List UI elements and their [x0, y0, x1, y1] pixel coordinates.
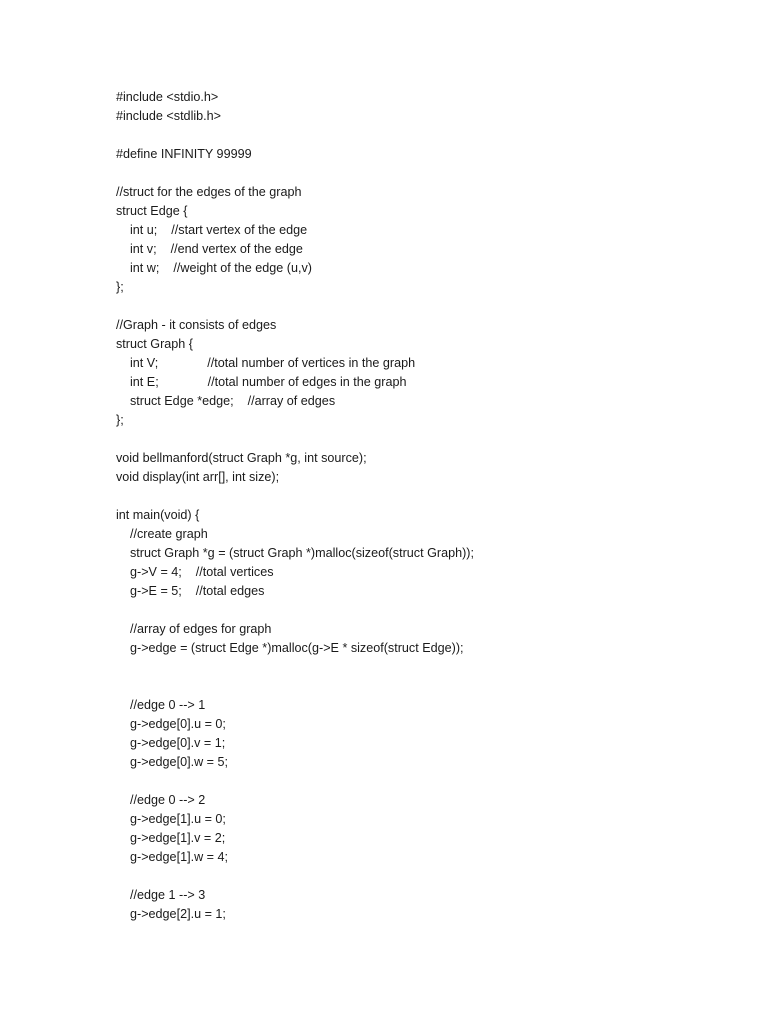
code-line: //edge 1 --> 3: [116, 888, 206, 902]
code-line: struct Graph *g = (struct Graph *)malloc(sizeof(struct Graph));: [116, 546, 474, 560]
code-line: [116, 126, 736, 145]
code-line: [116, 164, 736, 183]
code-line: //edge 0 --> 2: [116, 793, 206, 807]
code-line: int main(void) {: [116, 508, 200, 522]
code-line: g->E = 5; //total edges: [116, 584, 265, 598]
code-line: };: [116, 280, 124, 294]
code-line: //create graph: [116, 527, 208, 541]
code-line: //edge 0 --> 1: [116, 698, 206, 712]
code-line: #include <stdio.h>: [116, 90, 219, 104]
code-line: g->V = 4; //total vertices: [116, 565, 274, 579]
code-line: int w; //weight of the edge (u,v): [116, 261, 312, 275]
code-line: int v; //end vertex of the edge: [116, 242, 303, 256]
code-line: #define INFINITY 99999: [116, 147, 252, 161]
code-line: [116, 297, 736, 316]
code-line: g->edge[1].u = 0;: [116, 812, 226, 826]
code-line: g->edge[1].w = 4;: [116, 850, 229, 864]
code-line: g->edge[1].v = 2;: [116, 831, 226, 845]
code-line: g->edge[0].u = 0;: [116, 717, 226, 731]
code-line: [116, 772, 736, 791]
code-line: //struct for the edges of the graph: [116, 185, 302, 199]
code-line: [116, 867, 736, 886]
code-line: void display(int arr[], int size);: [116, 470, 280, 484]
code-line: [116, 601, 736, 620]
code-line: #include <stdlib.h>: [116, 109, 222, 123]
code-line: g->edge = (struct Edge *)malloc(g->E * sizeof(struct Edge));: [116, 641, 464, 655]
code-line: [116, 677, 736, 696]
code-line: int E; //total number of edges in the graph: [116, 375, 407, 389]
code-line: [116, 658, 736, 677]
code-line: struct Edge {: [116, 204, 188, 218]
code-line: //array of edges for graph: [116, 622, 272, 636]
code-line: //Graph - it consists of edges: [116, 318, 277, 332]
code-line: [116, 430, 736, 449]
code-line: struct Graph {: [116, 337, 193, 351]
code-line: int V; //total number of vertices in the graph: [116, 356, 416, 370]
code-line: [116, 487, 736, 506]
code-line: g->edge[2].u = 1;: [116, 907, 226, 921]
code-line: int u; //start vertex of the edge: [116, 223, 308, 237]
code-line: };: [116, 413, 124, 427]
code-listing: [116, 88, 736, 924]
code-line: g->edge[0].w = 5;: [116, 755, 229, 769]
code-line: g->edge[0].v = 1;: [116, 736, 226, 750]
code-line: struct Edge *edge; //array of edges: [116, 394, 336, 408]
code-line: void bellmanford(struct Graph *g, int source);: [116, 451, 367, 465]
